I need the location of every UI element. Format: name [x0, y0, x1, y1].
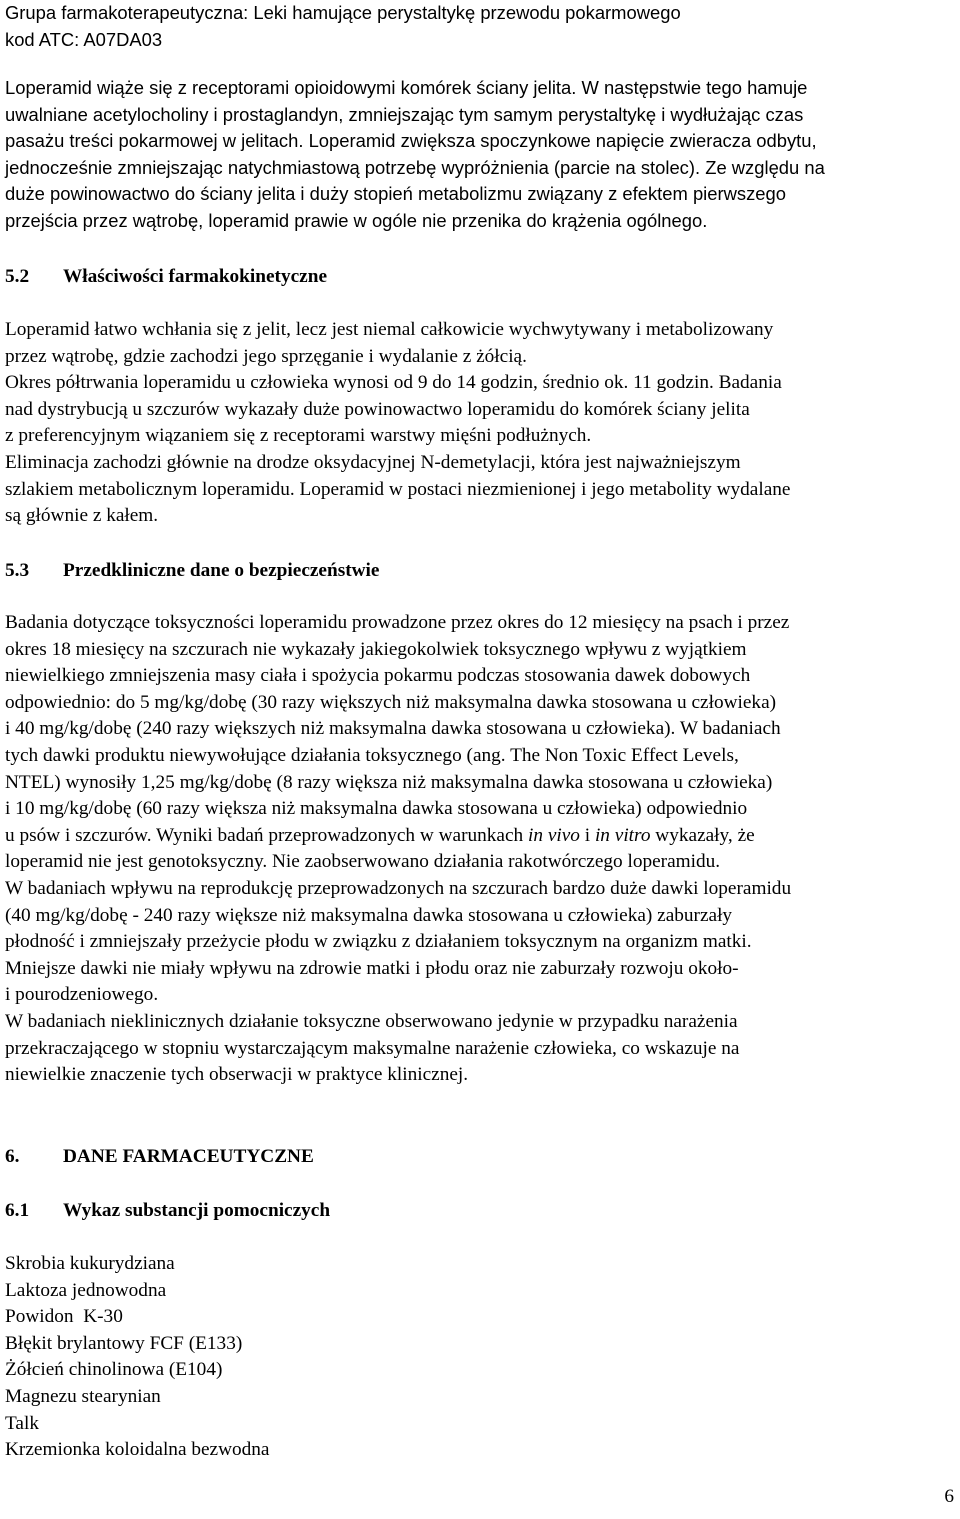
text-line: loperamid nie jest genotoksyczny. Nie zaobserwowano działania rakotwórczego loperamidu. [5, 851, 721, 873]
text-line: są głównie z kałem. [5, 505, 159, 527]
page-number: 6 [944, 1486, 954, 1507]
text-line: Loperamid wiąże się z receptorami opioidowymi komórek ściany jelita. W następstwie tego hamuje [5, 77, 808, 98]
list-item: Powidon K-30 [5, 1306, 123, 1328]
text-line: pasażu treści pokarmowej w jelitach. Loperamid zwiększa spoczynkowe napięcie zwieracza odbytu, [5, 130, 817, 152]
list-item: Błękit brylantowy FCF (E133) [5, 1332, 243, 1354]
text-line: Badania dotyczące toksyczności loperamidu prowadzone przez okres do 12 miesięcy na psach i przez [5, 612, 790, 633]
section-number: 6. [5, 1146, 20, 1167]
text-line: duże powinowactwo do ściany jelita i duży stopień metabolizmu związany z efektem pierwszego [5, 183, 786, 205]
text-line: Eliminacja zachodzi głównie na drodze oksydacyjnej N-demetylacji, która jest najważniejszym [5, 451, 741, 473]
section-number: 5.2 [5, 266, 30, 287]
text-line: okres 18 miesięcy na szczurach nie wykazały jakiegokolwiek toksycznego wpływu z wyjątkiem [5, 638, 747, 660]
text-line: odpowiednio: do 5 mg/kg/dobę (30 razy większych niż maksymalna dawka stosowana u człowieka) [5, 691, 777, 713]
excipients-list [5, 1251, 270, 1464]
text-line: i pourodzeniowego. [5, 984, 159, 1006]
section-5-2-heading [5, 264, 327, 291]
text-line: szlakiem metabolicznym loperamidu. Loperamid w postaci niezmienionej i jego metabolity wydalane [5, 478, 791, 500]
text-line: z preferencyjnym wiązaniem się z receptorami warstwy mięśni podłużnych. [5, 425, 592, 447]
text-line: i 40 mg/kg/dobę (240 razy większych niż maksymalna dawka stosowana u człowieka). W badaniach [5, 718, 781, 740]
list-item: Talk [5, 1412, 39, 1434]
text-line: Loperamid łatwo wchłania się z jelit, lecz jest niemal całkowicie wychwytywany i metabolizowany [5, 319, 774, 340]
italic-term: in vitro [594, 824, 651, 846]
text-line: płodność i zmniejszały przeżycie płodu w związku z działaniem toksycznym na organizm matki. [5, 931, 752, 953]
text-line-with-italics [5, 823, 791, 850]
section-6-heading [5, 1144, 314, 1171]
text-line: Okres półtrwania loperamidu u człowieka wynosi od 9 do 14 godzin, średnio ok. 11 godzin. Badania [5, 372, 782, 394]
therapeutic-group: Grupa farmakoterapeutyczna: Leki hamujące perystaltykę przewodu pokarmowego [5, 2, 681, 23]
section-6-1-heading [5, 1198, 330, 1225]
text-segment: wykazały, że [650, 824, 755, 846]
list-item: Magnezu stearynian [5, 1385, 161, 1407]
list-item: Laktoza jednowodna [5, 1279, 167, 1301]
section-5-3-heading [5, 558, 379, 585]
text-line: Mniejsze dawki nie miały wpływu na zdrowie matki i płodu oraz nie zaburzały rozwoju około- [5, 957, 739, 979]
pharmacokinetics-paragraph [5, 317, 790, 530]
text-line: jednocześnie zmniejszając natychmiastową potrzebę wypróżnienia (parcie na stolec). Ze względu na [5, 156, 825, 178]
pharmacodynamics-paragraph [5, 75, 825, 235]
section-title: Przedkliniczne dane o bezpieczeństwie [63, 560, 380, 581]
text-line: i 10 mg/kg/dobę (60 razy większa niż maksymalna dawka stosowana u człowieka) odpowiednio [5, 798, 748, 820]
text-line: nad dystrybucją u szczurów wykazały duże powinowactwo loperamidu do komórek ściany jelita [5, 398, 750, 420]
text-line: niewielkiego zmniejszenia masy ciała i spożycia pokarmu podczas stosowania dawek dobowych [5, 665, 751, 687]
text-line: przez wątrobę, gdzie zachodzi jego sprzęganie i wydalanie z żółcią. [5, 345, 527, 367]
italic-term: in vivo [528, 824, 580, 846]
section-title: Właściwości farmakokinetyczne [63, 266, 328, 287]
list-item: Krzemionka koloidalna bezwodna [5, 1439, 270, 1461]
list-item: Skrobia kukurydziana [5, 1253, 175, 1274]
section-number: 5.3 [5, 560, 30, 581]
section-number: 6.1 [5, 1200, 30, 1221]
text-line: uwalniane acetylocholiny i prostaglandyn, zmniejszając tym samym perystaltykę i wydłużając czas [5, 103, 804, 125]
section-title: DANE FARMACEUTYCZNE [63, 1146, 314, 1167]
preclinical-safety-paragraph [5, 610, 791, 1089]
text-line: NTEL) wynosiły 1,25 mg/kg/dobę (8 razy większa niż maksymalna dawka stosowana u człowieka) [5, 771, 773, 793]
document-header [5, 0, 681, 53]
list-item: Żółcień chinolinowa (E104) [5, 1359, 223, 1381]
text-line: W badaniach wpływu na reprodukcję przeprowadzonych na szczurach bardzo duże dawki loperamidu [5, 877, 792, 899]
text-line: przekraczającego w stopniu wystarczającym maksymalne narażenie człowieka, co wskazuje na [5, 1037, 740, 1059]
section-title: Wykaz substancji pomocniczych [63, 1200, 331, 1221]
text-line: (40 mg/kg/dobę - 240 razy większe niż maksymalna dawka stosowana u człowieka) zaburzały [5, 904, 733, 926]
text-line: niewielkie znaczenie tych obserwacji w praktyce klinicznej. [5, 1064, 469, 1086]
text-line: W badaniach nieklinicznych działanie toksyczne obserwowano jedynie w przypadku narażenia [5, 1010, 738, 1032]
text-line: przejścia przez wątrobę, loperamid prawie w ogóle nie przenika do krążenia ogólnego. [5, 209, 708, 231]
text-segment: i [579, 824, 595, 846]
text-line: tych dawki produktu niewywołujące działania toksycznego (ang. The Non Toxic Effect Levels, [5, 744, 739, 766]
text-segment: u psów i szczurów. Wyniki badań przeprowadzonych w warunkach [5, 824, 529, 846]
atc-code: kod ATC: A07DA03 [5, 28, 163, 50]
